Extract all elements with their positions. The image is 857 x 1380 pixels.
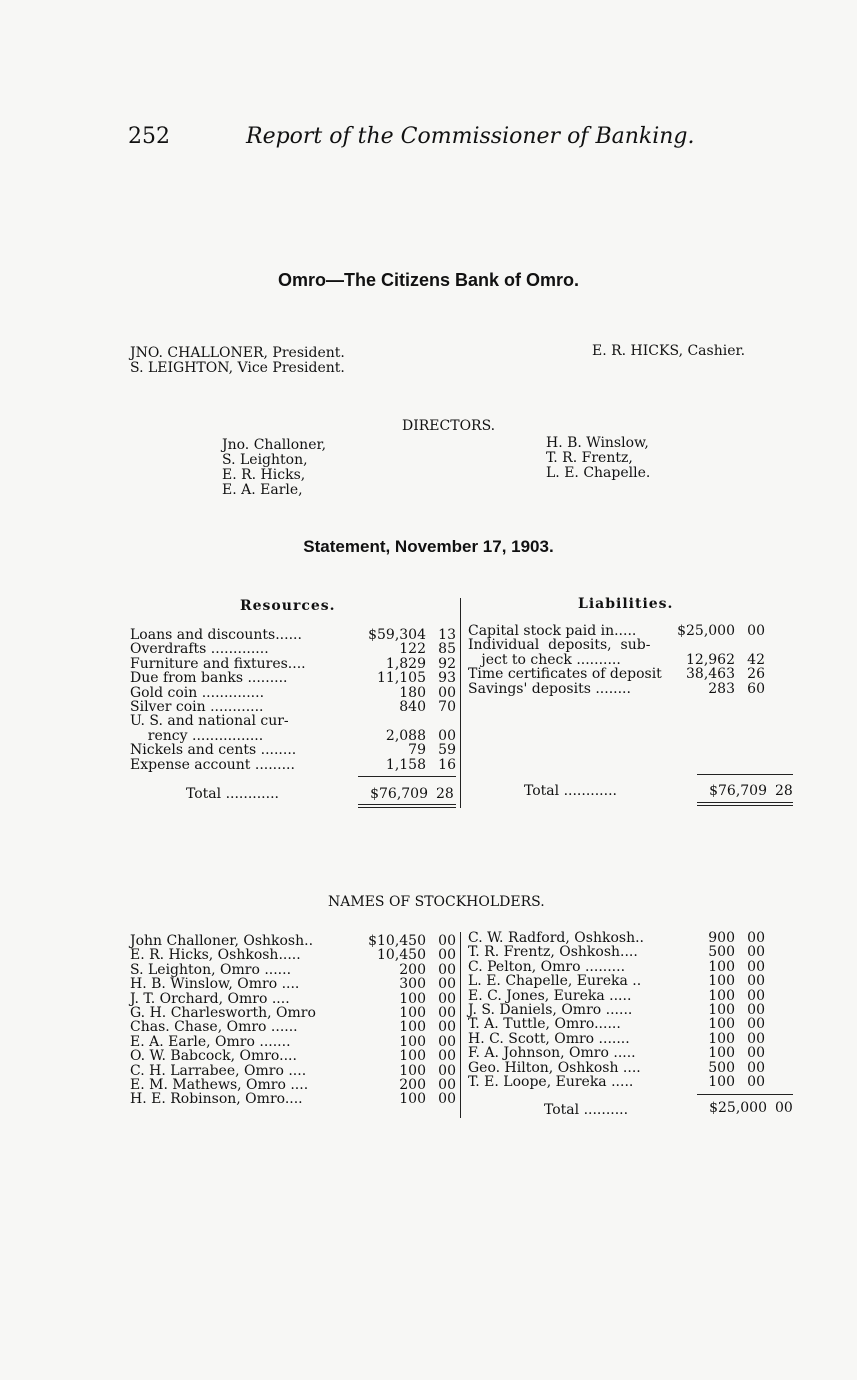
stockholder-row: T. E. Loope, Eureka ..... 100 00: [468, 1073, 765, 1090]
stockholders-total-label: Total ..........: [544, 1102, 629, 1118]
stockholder-row: O. W. Babcock, Omro.... 100 00: [130, 1048, 456, 1065]
stockholder-row: E. C. Jones, Eureka ..... 100 00: [468, 987, 765, 1004]
liabilities-total-dollars: $76,709: [709, 783, 767, 799]
liabilities-total-rule: [697, 802, 793, 803]
vice-president: S. LEIGHTON, Vice President.: [130, 360, 345, 376]
liabilities-heading: Liabilities.: [578, 596, 674, 612]
director: E. A. Earle,: [222, 482, 303, 498]
resources-total-cents: 28: [436, 786, 454, 802]
stockholder-row: J. T. Orchard, Omro .... 100 00: [130, 990, 456, 1007]
liabilities-subtotal-rule: [697, 774, 793, 775]
liabilities-list: [468, 624, 798, 696]
stockholder-row: J. S. Daniels, Omro ...... 100 00: [468, 1001, 765, 1018]
statement-title: Statement, November 17, 1903.: [303, 537, 554, 556]
directors-right: [546, 436, 650, 481]
resource-row: Nickels and cents ........ 79 59: [130, 742, 456, 759]
stockholders-total-rule: [697, 1094, 793, 1095]
cashier: E. R. HICKS, Cashier.: [592, 343, 746, 359]
stockholder-row: S. Leighton, Omro ...... 200 00: [130, 961, 456, 978]
stockholders-divider: [460, 932, 461, 1118]
bank-title: Omro—The Citizens Bank of Omro.: [277, 270, 580, 290]
stockholder-row: E. A. Earle, Omro ....... 100 00: [130, 1033, 456, 1050]
resource-row: Expense account ......... 1,158 16: [130, 756, 456, 773]
stockholder-row: E. M. Mathews, Omro .... 200 00: [130, 1076, 456, 1093]
column-divider: [460, 598, 461, 808]
resource-row: Due from banks ......... 11,105 93: [130, 670, 456, 687]
stockholder-row: C. Pelton, Omro ......... 100 00: [468, 958, 765, 975]
director: H. B. Winslow,: [546, 435, 649, 451]
resource-row: Loans and discounts...... $59,304 13: [130, 627, 456, 643]
stockholder-row: H. C. Scott, Omro ....... 100 00: [468, 1030, 765, 1047]
stockholders-total-dollars: $25,000: [709, 1100, 767, 1116]
resources-subtotal-rule: [358, 776, 456, 777]
resources-list: [130, 628, 460, 772]
liability-row: Individual deposits, sub-: [468, 637, 651, 654]
resource-row: Silver coin ............ 840 70: [130, 698, 456, 715]
resources-total-label: Total ............: [186, 786, 279, 802]
directors-left: [222, 438, 326, 498]
stockholder-row: H. E. Robinson, Omro.... 100 00: [130, 1091, 456, 1108]
page-number: 252: [128, 124, 170, 149]
directors-heading: DIRECTORS.: [402, 418, 496, 434]
liability-row: Savings' deposits ........ 283 60: [468, 680, 765, 697]
resources-total-rule: [358, 807, 456, 808]
director: S. Leighton,: [222, 452, 308, 468]
stockholder-row: E. R. Hicks, Oshkosh..... 10,450 00: [130, 947, 456, 964]
resource-row: Gold coin .............. 180 00: [130, 684, 456, 701]
stockholder-row: T. A. Tuttle, Omro...... 100 00: [468, 1016, 765, 1033]
stockholder-row: H. B. Winslow, Omro .... 300 00: [130, 976, 456, 993]
president: JNO. CHALLONER, President.: [130, 345, 345, 361]
stockholder-row: C. W. Radford, Oshkosh.. 900 00: [468, 930, 765, 946]
stockholders-heading: NAMES OF STOCKHOLDERS.: [328, 894, 545, 910]
resource-row: U. S. and national cur-: [130, 713, 289, 730]
resource-row: rency ................ 2,088 00: [130, 727, 456, 744]
resources-total-rule: [358, 804, 456, 805]
stockholder-row: G. H. Charlesworth, Omro 100 00: [130, 1004, 456, 1021]
resources-total-dollars: $76,709: [370, 786, 428, 802]
director: E. R. Hicks,: [222, 467, 306, 483]
stockholders-right-list: [468, 931, 798, 1089]
stockholder-row: C. H. Larrabee, Omro .... 100 00: [130, 1062, 456, 1079]
resource-row: Overdrafts ............. 122 85: [130, 641, 456, 658]
liability-row: Time certificates of deposit 38,463 26: [468, 666, 765, 683]
resource-row: Furniture and fixtures.... 1,829 92: [130, 655, 456, 672]
liabilities-total-cents: 28: [775, 783, 793, 799]
stockholder-row: Chas. Chase, Omro ...... 100 00: [130, 1019, 456, 1036]
stockholder-row: F. A. Johnson, Omro ..... 100 00: [468, 1045, 765, 1062]
stockholder-row: John Challoner, Oshkosh.. $10,450 00: [130, 933, 456, 949]
resources-heading: Resources.: [240, 598, 336, 614]
stockholder-row: T. R. Frentz, Oshkosh.... 500 00: [468, 944, 765, 961]
liability-row: Capital stock paid in..... $25,000 00: [468, 623, 765, 639]
liabilities-total-rule: [697, 805, 793, 806]
liabilities-total-label: Total ............: [524, 783, 617, 799]
stockholder-row: Geo. Hilton, Oshkosh .... 500 00: [468, 1059, 765, 1076]
stockholders-total-cents: 00: [775, 1100, 793, 1116]
stockholders-left-list: [130, 934, 460, 1107]
stockholder-row: L. E. Chapelle, Eureka .. 100 00: [468, 973, 765, 990]
running-title: Report of the Commissioner of Banking.: [246, 124, 695, 149]
director: T. R. Frentz,: [546, 450, 633, 466]
director: L. E. Chapelle.: [546, 465, 651, 481]
liability-row: ject to check .......... 12,962 42: [468, 651, 765, 668]
director: Jno. Challoner,: [222, 437, 327, 453]
